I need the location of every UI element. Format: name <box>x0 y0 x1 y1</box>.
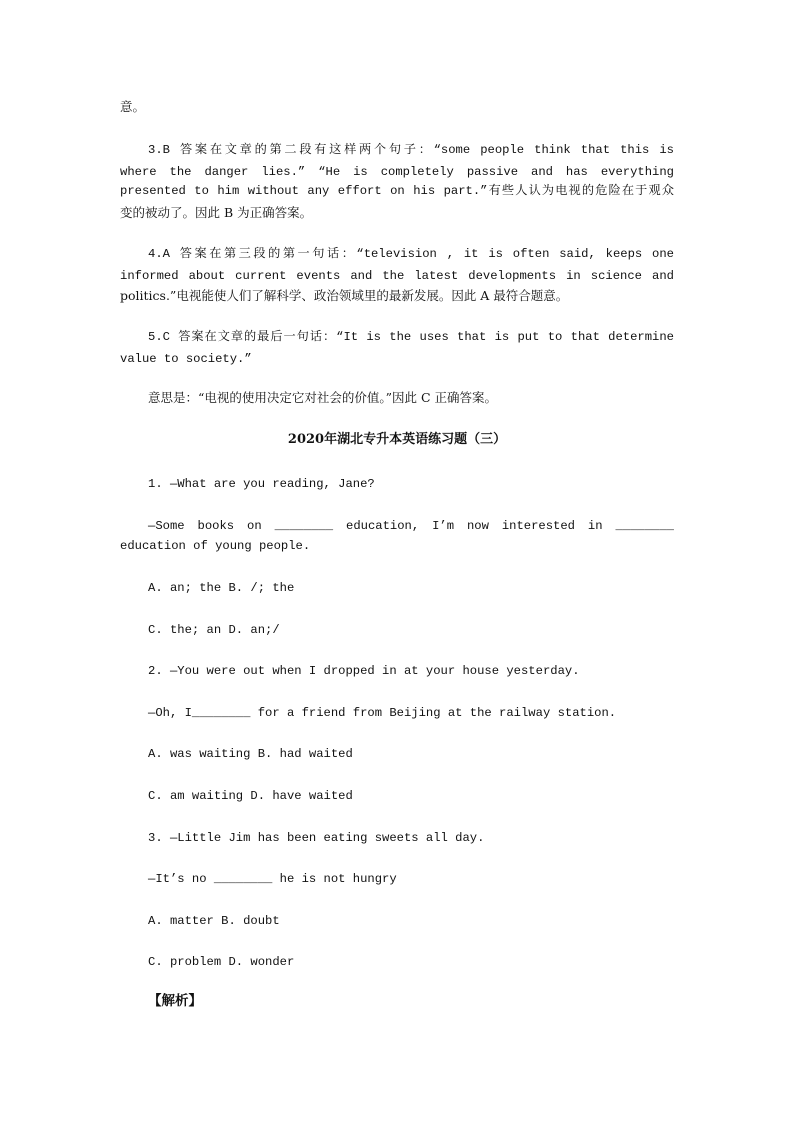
section-title: 2020年湖北专升本英语练习题（三） <box>287 432 507 447</box>
question-reply-line-1: —Some books on ________ education, I’m now interested in ________ <box>148 519 674 533</box>
option-line: C. problem D. wonder <box>148 955 295 969</box>
answer-3-line-2: where the danger lies.” “He is completely passive and has everything <box>120 165 674 179</box>
question-stem: 3. —Little Jim has been eating sweets all day. <box>148 831 485 845</box>
answer-4-line-3: politics.”电视能使人们了解科学、政治领域里的最新发展。因此 A 最符合题意。 <box>120 288 569 303</box>
option-line: C. am waiting D. have waited <box>148 789 353 803</box>
answer-4-line-2: informed about current events and the latest developments in science and <box>120 269 674 283</box>
question-stem: 2. —You were out when I dropped in at your house yesterday. <box>148 664 580 678</box>
answer-3-line-1: 3.B 答案在文章的第二段有这样两个句子：“some people think that this is <box>148 143 674 157</box>
answer-3-line-3: presented to him without any effort on his part.”有些人认为电视的危险在于观众 <box>120 184 674 198</box>
question-stem: 1. —What are you reading, Jane? <box>148 477 375 491</box>
option-line: A. was waiting B. had waited <box>148 747 353 761</box>
answer-5-line-1: 5.C 答案在文章的最后一句话：“It is the uses that is put to that determine <box>148 330 674 344</box>
answer-3-line-4: 变的被动了。因此 B 为正确答案。 <box>120 205 313 220</box>
option-line: A. matter B. doubt <box>148 914 280 928</box>
answer-meaning: 意思是：“电视的使用决定它对社会的价值。”因此 C 正确答案。 <box>148 390 498 405</box>
option-line: C. the; an D. an;/ <box>148 623 280 637</box>
answer-4-line-1: 4.A 答案在第三段的第一句话：“television , it is often said, keeps one <box>148 247 674 261</box>
question-reply-line-2: education of young people. <box>120 539 311 553</box>
answer-continuation: 意。 <box>120 99 146 114</box>
answer-5-line-2: value to society.” <box>120 352 252 366</box>
question-reply: —Oh, I________ for a friend from Beijing at the railway station. <box>148 706 617 720</box>
option-line: A. an; the B. /; the <box>148 581 295 595</box>
question-reply: —It’s no ________ he is not hungry <box>148 872 397 886</box>
analysis-label: 【解析】 <box>148 993 202 1009</box>
